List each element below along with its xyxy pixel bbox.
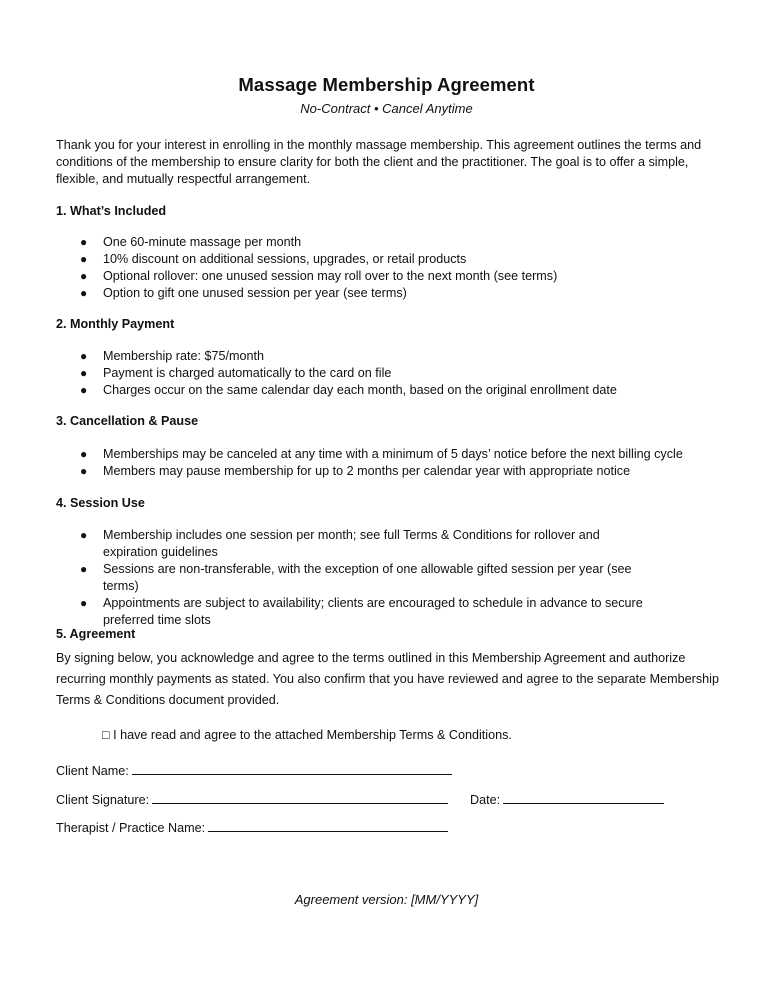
list-item: ● Members may pause membership for up to 2 months per calendar year with appropriate notice bbox=[80, 464, 631, 478]
document-subtitle: No-Contract • Cancel Anytime bbox=[300, 101, 473, 116]
included-list bbox=[56, 234, 716, 302]
list-item: ● One 60-minute massage per month bbox=[80, 235, 302, 249]
bullet-icon: ● bbox=[80, 447, 88, 461]
list-item: ● Membership rate: $75/month bbox=[80, 349, 265, 363]
section-heading-included: 1. What’s Included bbox=[56, 204, 167, 218]
client-name-field[interactable] bbox=[56, 762, 452, 778]
list-item: ● Memberships may be canceled at any time with a minimum of 5 days’ notice before the next billing cycle bbox=[80, 447, 683, 461]
client-signature-field[interactable] bbox=[56, 791, 448, 807]
client-signature-label: Client Signature: bbox=[56, 793, 150, 807]
therapist-line[interactable] bbox=[208, 819, 448, 832]
date-field[interactable] bbox=[470, 791, 664, 807]
section-heading-agreement: 5. Agreement bbox=[56, 627, 136, 641]
therapist-field[interactable] bbox=[56, 819, 448, 835]
document-title: Massage Membership Agreement bbox=[238, 74, 535, 95]
bullet-icon: ● bbox=[80, 349, 88, 363]
terms-checkbox-row[interactable] bbox=[102, 728, 512, 742]
date-label: Date: bbox=[470, 793, 501, 807]
list-item: ● Sessions are non-transferable, with the exception of one allowable gifted session per year (see terms) bbox=[80, 562, 632, 593]
agreement-paragraph: By signing below, you acknowledge and agree to the terms outlined in this Membership Agreement and authorize recurring monthly payments as stated. You also confirm that you have reviewed and agree to the separate Membership Terms & Conditions document provided. bbox=[56, 651, 719, 707]
date-line[interactable] bbox=[503, 791, 664, 804]
bullet-icon: ● bbox=[80, 366, 88, 380]
bullet-icon: ● bbox=[80, 596, 88, 610]
bullet-icon: ● bbox=[80, 286, 88, 300]
bullet-icon: ● bbox=[80, 269, 88, 283]
list-item: ● Payment is charged automatically to the card on file bbox=[80, 366, 392, 380]
bullet-icon: ● bbox=[80, 464, 88, 478]
bullet-icon: ● bbox=[80, 383, 88, 397]
section-heading-payment: 2. Monthly Payment bbox=[56, 317, 175, 331]
checkbox-label: I have read and agree to the attached Membership Terms & Conditions. bbox=[113, 728, 512, 742]
therapist-label: Therapist / Practice Name: bbox=[56, 821, 206, 835]
intro-paragraph: Thank you for your interest in enrolling in the monthly massage membership. This agreement outlines the terms and conditions of the membership to ensure clarity for both the client and the practitioner. The goal is to offer a simple, flexible, and mutually respectful arrangement. bbox=[56, 138, 702, 186]
client-signature-line[interactable] bbox=[152, 791, 448, 804]
list-item: ● Optional rollover: one unused session may roll over to the next month (see terms) bbox=[80, 269, 558, 283]
section-heading-session-use: 4. Session Use bbox=[56, 496, 145, 510]
session-use-list bbox=[56, 527, 656, 629]
list-item: ● Charges occur on the same calendar day each month, based on the original enrollment date bbox=[80, 383, 617, 397]
checkbox-icon[interactable]: □ bbox=[102, 728, 110, 742]
bullet-icon: ● bbox=[80, 252, 88, 266]
list-item: ● Option to gift one unused session per year (see terms) bbox=[80, 286, 407, 300]
agreement-version: Agreement version: [MM/YYYY] bbox=[294, 892, 479, 907]
list-item: ● Membership includes one session per month; see full Terms & Conditions for rollover and expiration guidelines bbox=[80, 528, 600, 559]
section-heading-cancellation: 3. Cancellation & Pause bbox=[56, 414, 199, 428]
cancellation-list bbox=[56, 446, 716, 480]
list-item: ● Appointments are subject to availability; clients are encouraged to schedule in advance to secure preferred time slots bbox=[80, 596, 643, 627]
payment-list bbox=[56, 348, 716, 399]
client-name-line[interactable] bbox=[132, 762, 452, 775]
bullet-icon: ● bbox=[80, 235, 88, 249]
client-name-label: Client Name: bbox=[56, 764, 129, 778]
bullet-icon: ● bbox=[80, 562, 88, 576]
list-item: ● 10% discount on additional sessions, upgrades, or retail products bbox=[80, 252, 467, 266]
bullet-icon: ● bbox=[80, 528, 88, 542]
